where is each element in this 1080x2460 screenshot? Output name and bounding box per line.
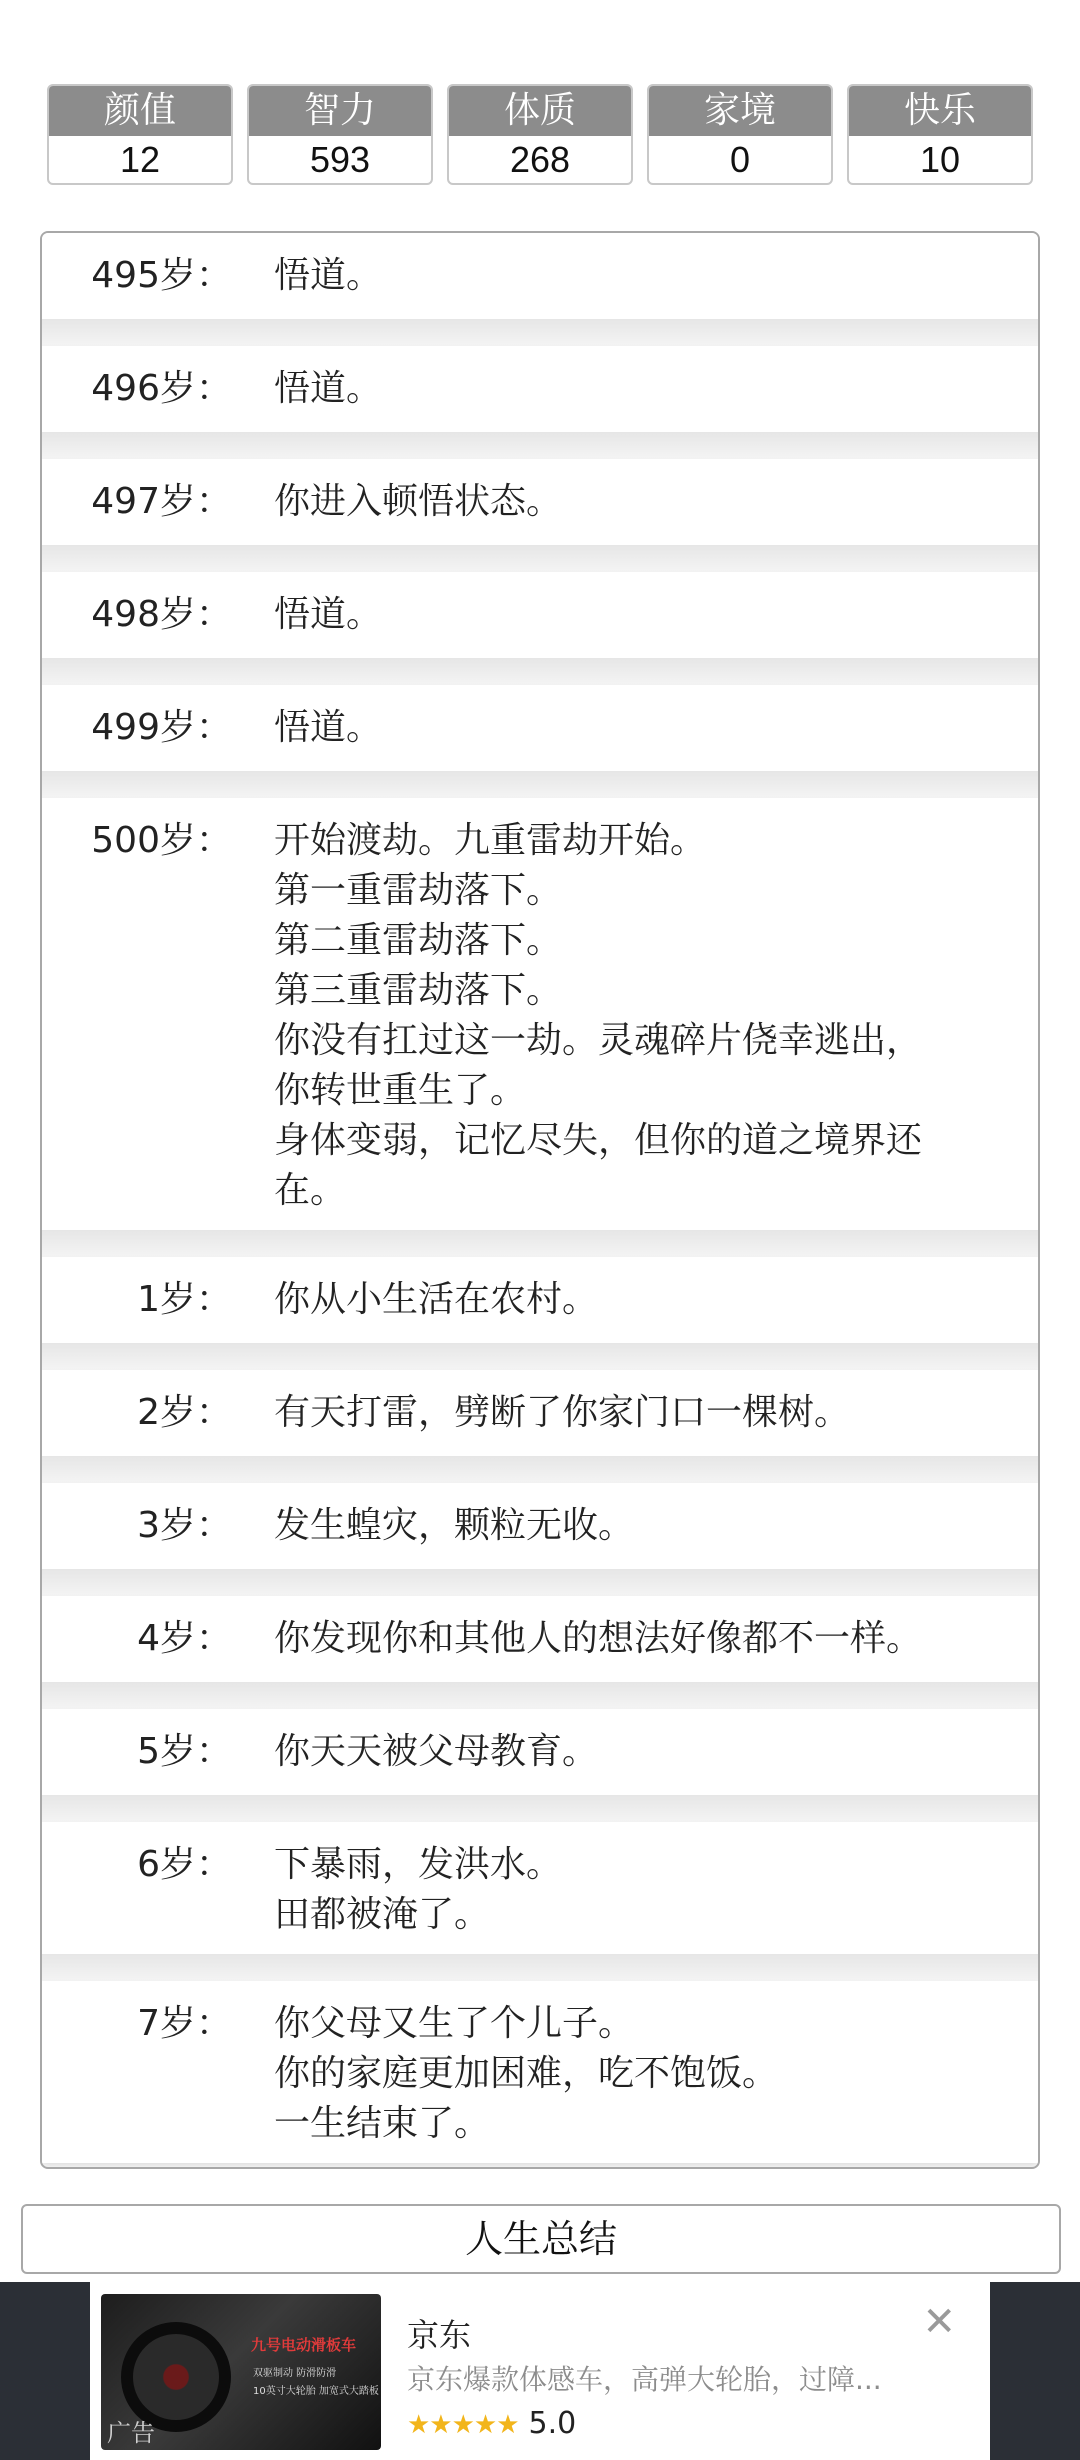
timeline-row xyxy=(42,1596,1038,1682)
timeline-row xyxy=(42,685,1038,771)
timeline-age: 1岁： xyxy=(137,1279,232,1320)
timeline-divider xyxy=(42,1954,1038,1981)
stat-appearance xyxy=(47,84,233,185)
ad-description: 京东爆款体感车，高弹大轮胎，过障... xyxy=(407,2363,882,2396)
stat-family xyxy=(647,84,833,185)
timeline-row xyxy=(42,1709,1038,1795)
timeline-event-text xyxy=(274,251,1008,301)
timeline-event-text xyxy=(274,1614,1008,1664)
timeline-event-line: 发生蝗灾，颗粒无收。 xyxy=(274,1505,635,1546)
timeline-event-line: 你天天被父母教育。 xyxy=(274,1731,599,1772)
timeline-event-line: 你发现你和其他人的想法好像都不一样。 xyxy=(274,1618,923,1659)
timeline-age: 3岁： xyxy=(137,1505,232,1546)
stat-label: 智力 xyxy=(249,86,431,136)
timeline-divider xyxy=(42,771,1038,798)
timeline-age: 5岁： xyxy=(137,1731,232,1772)
timeline-age: 7岁： xyxy=(137,2003,232,2044)
timeline-row xyxy=(42,1483,1038,1569)
timeline-event-line: 第三重雷劫落下。 xyxy=(274,970,563,1011)
stat-value: 268 xyxy=(509,139,571,180)
timeline-event-text xyxy=(274,1275,1008,1325)
timeline-age: 6岁： xyxy=(137,1844,232,1885)
life-summary-button[interactable]: 人生总结 xyxy=(21,2204,1061,2274)
timeline-age: 498岁： xyxy=(91,594,232,635)
ad-banner-background xyxy=(0,2282,1080,2460)
timeline-age: 499岁： xyxy=(91,707,232,748)
timeline-age: 495岁： xyxy=(91,255,232,296)
ad-tag: 广告 xyxy=(107,2419,155,2447)
stat-label: 家境 xyxy=(649,86,831,136)
timeline-event-line: 第二重雷劫落下。 xyxy=(274,920,563,961)
timeline-event-text xyxy=(274,477,1008,527)
timeline-row xyxy=(42,346,1038,432)
timeline-event-line: 田都被淹了。 xyxy=(274,1894,491,1935)
timeline-event-line: 悟道。 xyxy=(274,255,383,296)
timeline-divider xyxy=(42,319,1038,346)
stat-label: 体质 xyxy=(449,86,631,136)
timeline-row xyxy=(42,1981,1038,2163)
timeline-divider xyxy=(42,1230,1038,1257)
timeline-event-line: 有天打雷，劈断了你家门口一棵树。 xyxy=(274,1392,851,1433)
attribute-bar xyxy=(47,84,1033,185)
timeline-row xyxy=(42,572,1038,658)
stat-constitution xyxy=(447,84,633,185)
ad-image-line: 10英寸大轮胎 加宽式大踏板 xyxy=(253,2386,379,2397)
timeline-event-line: 下暴雨，发洪水。 xyxy=(274,1844,563,1885)
ad-image-title: 九号电动滑板车 xyxy=(251,2336,357,2354)
timeline-event-line: 你进入顿悟状态。 xyxy=(274,481,563,522)
ad-banner[interactable] xyxy=(90,2282,990,2460)
timeline-divider xyxy=(42,545,1038,572)
timeline-event-text xyxy=(274,364,1008,414)
timeline-event-line: 悟道。 xyxy=(274,707,383,748)
timeline-event-line: 悟道。 xyxy=(274,594,383,635)
timeline-event-text xyxy=(274,590,1008,640)
timeline-row xyxy=(42,1257,1038,1343)
timeline-age: 496岁： xyxy=(91,368,232,409)
timeline-event-line: 在。 xyxy=(274,1170,347,1211)
ad-image-line: 双驱制动 防滑防滑 xyxy=(253,2368,337,2379)
timeline-row xyxy=(42,1822,1038,1954)
ad-rating xyxy=(407,2406,576,2441)
stat-happiness xyxy=(847,84,1033,185)
close-icon[interactable]: ✕ xyxy=(922,2299,956,2345)
timeline-age: 497岁： xyxy=(91,481,232,522)
timeline-event-text xyxy=(274,1501,1008,1551)
timeline-event-text xyxy=(274,1388,1008,1438)
timeline-row xyxy=(42,233,1038,319)
timeline-event-line: 你从小生活在农村。 xyxy=(274,1279,599,1320)
timeline-event-line: 你父母又生了个儿子。 xyxy=(274,2003,635,2044)
stat-label: 颜值 xyxy=(49,86,231,136)
timeline-event-line: 一生结束了。 xyxy=(274,2103,491,2144)
timeline-divider xyxy=(42,1456,1038,1483)
timeline-event-line: 你转世重生了。 xyxy=(274,1070,527,1111)
stat-value: 0 xyxy=(729,139,751,180)
timeline-event-line: 你的家庭更加困难，吃不饱饭。 xyxy=(274,2053,779,2094)
timeline-event-text xyxy=(274,1999,1008,2149)
ad-image[interactable] xyxy=(101,2294,381,2450)
timeline-row xyxy=(42,798,1038,1230)
timeline-age: 4岁： xyxy=(137,1618,232,1659)
timeline-divider xyxy=(42,1343,1038,1370)
timeline-divider xyxy=(42,1569,1038,1596)
star-rating-icon: ★★★★★ xyxy=(407,2410,519,2440)
stat-label: 快乐 xyxy=(849,86,1031,136)
timeline-age: 2岁： xyxy=(137,1392,232,1433)
timeline-row xyxy=(42,459,1038,545)
timeline-event-text xyxy=(274,816,1008,1216)
timeline-divider xyxy=(42,658,1038,685)
ad-rating-value: 5.0 xyxy=(528,2406,577,2441)
timeline-event-text xyxy=(274,1727,1008,1777)
timeline-event-line: 你没有扛过这一劫。灵魂碎片侥幸逃出， xyxy=(274,1020,923,1061)
timeline-row xyxy=(42,1370,1038,1456)
stat-value: 12 xyxy=(119,139,161,180)
timeline-age: 500岁： xyxy=(91,820,232,861)
timeline-divider xyxy=(42,1682,1038,1709)
ad-brand: 京东 xyxy=(407,2316,472,2354)
stat-value: 10 xyxy=(919,139,961,180)
timeline-event-line: 身体变弱，记忆尽失，但你的道之境界还 xyxy=(274,1120,923,1161)
timeline-event-line: 开始渡劫。九重雷劫开始。 xyxy=(274,820,707,861)
timeline-divider xyxy=(42,432,1038,459)
timeline-event-text xyxy=(274,703,1008,753)
timeline-event-text xyxy=(274,1840,1008,1940)
timeline-event-line: 第一重雷劫落下。 xyxy=(274,870,563,911)
timeline-divider xyxy=(42,1795,1038,1822)
stat-value: 593 xyxy=(309,139,371,180)
stat-intelligence xyxy=(247,84,433,185)
timeline-event-line: 悟道。 xyxy=(274,368,383,409)
life-timeline[interactable] xyxy=(40,231,1040,2169)
